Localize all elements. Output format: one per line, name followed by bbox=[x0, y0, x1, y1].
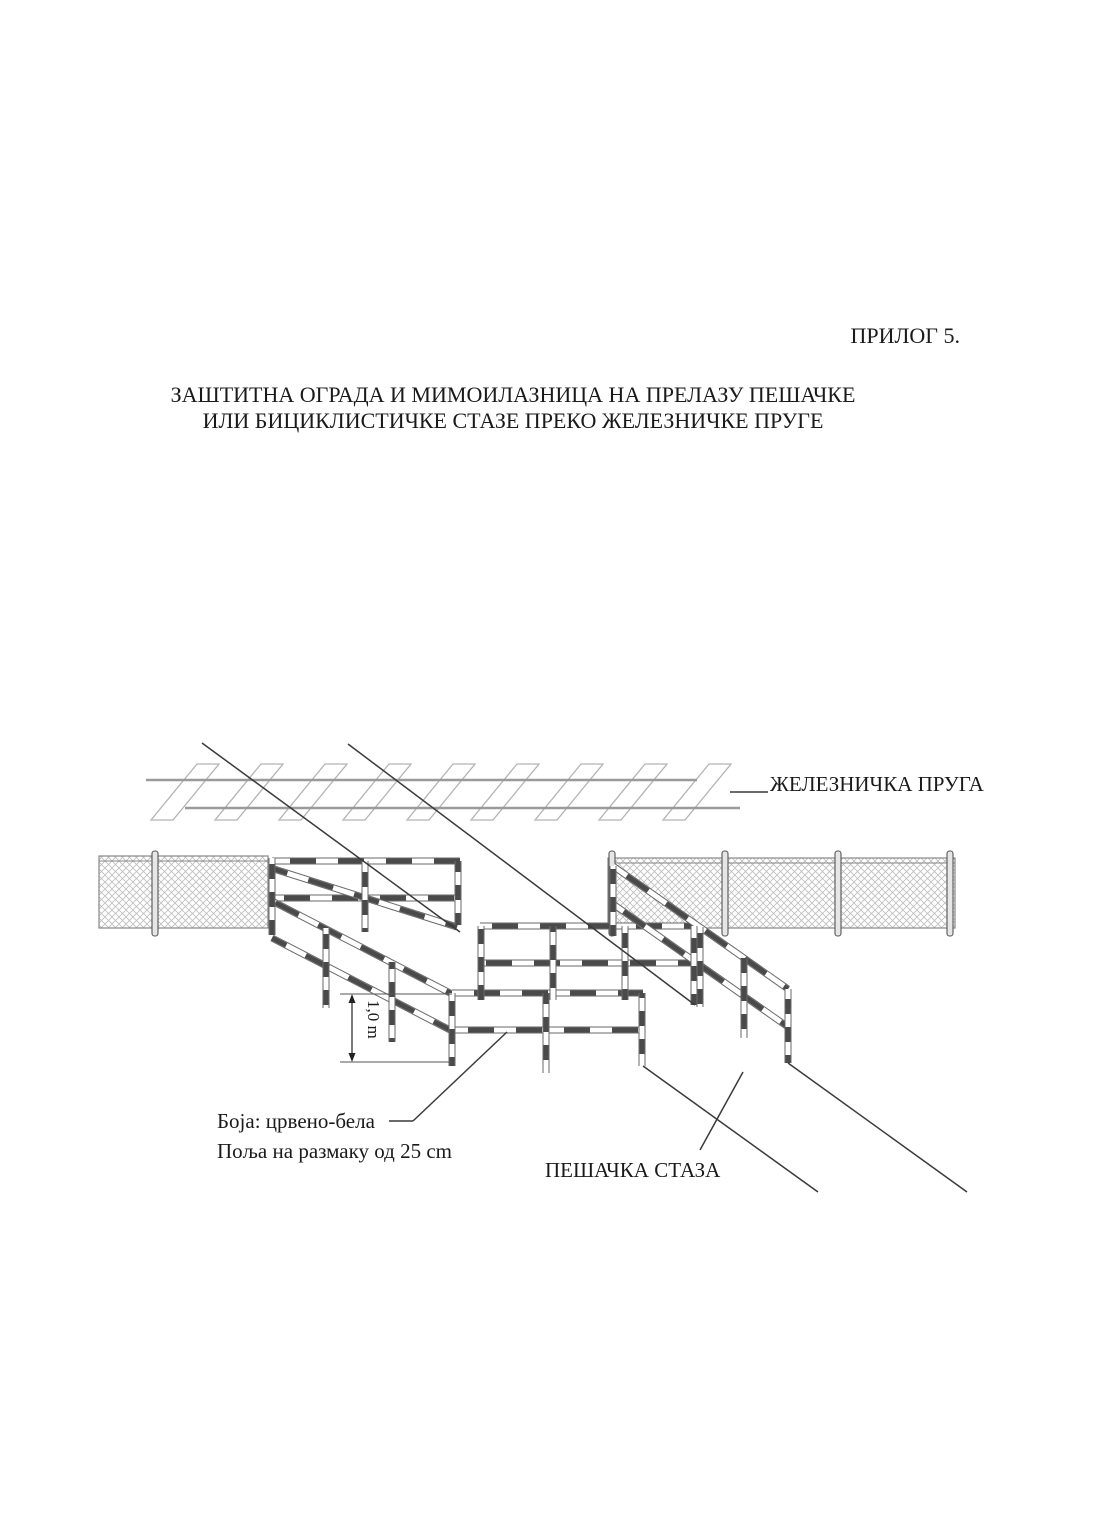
sleeper bbox=[471, 764, 539, 820]
railway-sleepers bbox=[151, 764, 731, 820]
fence-post bbox=[722, 851, 728, 936]
color-note-label: Боја: црвено-бела bbox=[217, 1109, 375, 1133]
appendix-label: ПРИЛОГ 5. bbox=[850, 323, 960, 348]
sleeper bbox=[279, 764, 347, 820]
sleeper bbox=[599, 764, 667, 820]
fence-post bbox=[947, 851, 953, 936]
fence-post bbox=[152, 851, 158, 936]
color-note-leader-line bbox=[413, 1032, 507, 1121]
page-title-line2: ИЛИ БИЦИКЛИСТИЧКЕ СТАЗЕ ПРЕКО ЖЕЛЕЗНИЧКЕ ПРУГЕ bbox=[202, 408, 824, 433]
path-edge-line bbox=[788, 1063, 967, 1192]
sleeper bbox=[215, 764, 283, 820]
dimension-label: 1,0 m bbox=[364, 1000, 383, 1039]
sleeper bbox=[343, 764, 411, 820]
sleeper bbox=[151, 764, 219, 820]
sleeper bbox=[407, 764, 475, 820]
sleeper bbox=[535, 764, 603, 820]
railway-label: ЖЕЛЕЗНИЧКА ПРУГА bbox=[770, 772, 984, 796]
spacing-note-label: Поља на размаку од 25 cm bbox=[217, 1139, 452, 1163]
path-label: ПЕШАЧКА СТАЗА bbox=[545, 1158, 721, 1182]
page-title-line1: ЗАШТИТНА ОГРАДА И МИМОИЛАЗНИЦА НА ПРЕЛАЗУ ПЕШАЧКЕ bbox=[170, 382, 856, 407]
sleeper bbox=[663, 764, 731, 820]
right-chainlink-fence bbox=[608, 858, 955, 928]
left-chainlink-fence bbox=[99, 856, 268, 928]
fence-post bbox=[835, 851, 841, 936]
